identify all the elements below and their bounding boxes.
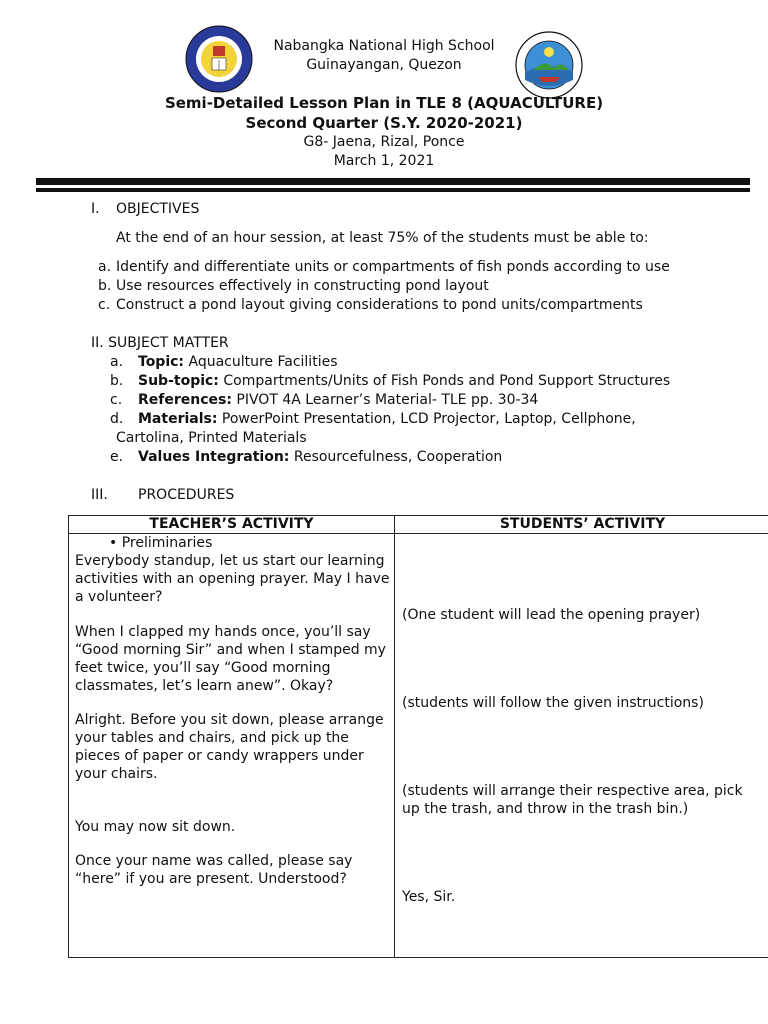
- teacher-line: • Preliminaries: [109, 535, 213, 551]
- subject-marker: b.: [110, 373, 124, 389]
- subject-label: References:: [138, 392, 232, 408]
- lesson-plan-title: Semi-Detailed Lesson Plan in TLE 8 (AQUACULTURE): [164, 94, 604, 112]
- student-line: Yes, Sir.: [402, 889, 456, 905]
- header-divider-thin: [36, 188, 750, 192]
- teacher-line: a volunteer?: [75, 589, 163, 605]
- date-label: March 1, 2021: [333, 153, 435, 169]
- subject-marker: a.: [110, 354, 124, 370]
- subject-item-materials: [138, 411, 636, 427]
- column-header-students: STUDENTS’ ACTIVITY: [395, 516, 768, 534]
- subject-matter-heading: II. SUBJECT MATTER: [91, 335, 229, 351]
- subject-value-continued: Cartolina, Printed Materials: [116, 430, 307, 446]
- procedures-heading: PROCEDURES: [138, 487, 235, 503]
- subject-item-references: [138, 392, 538, 408]
- teacher-line: classmates, let’s learn anew”. Okay?: [75, 678, 334, 694]
- subject-value: PowerPoint Presentation, LCD Projector, Laptop, Cellphone,: [221, 411, 636, 427]
- school-location: Guinayangan, Quezon: [306, 57, 462, 73]
- subject-label: Values Integration:: [138, 449, 290, 465]
- teacher-line: You may now sit down.: [75, 819, 236, 835]
- objective-item: Identify and differentiate units or compartments of fish ponds according to use: [116, 259, 670, 275]
- column-header-teacher: TEACHER’S ACTIVITY: [69, 516, 395, 534]
- teacher-line: “Good morning Sir” and when I stamped my: [75, 642, 386, 658]
- subject-marker: e.: [110, 449, 124, 465]
- subject-value: Resourcefulness, Cooperation: [293, 449, 503, 465]
- teacher-line: feet twice, you’ll say “Good morning: [75, 660, 331, 676]
- teacher-line: “here” if you are present. Understood?: [75, 871, 347, 887]
- subject-marker: d.: [110, 411, 124, 427]
- objectives-heading-number: I.: [91, 201, 100, 217]
- objectives-intro: At the end of an hour session, at least 75% of the students must be able to:: [116, 230, 649, 246]
- subject-item-subtopic: [138, 373, 670, 389]
- student-line: (students will follow the given instructions): [402, 695, 704, 711]
- objective-item: Construct a pond layout giving considerations to pond units/compartments: [116, 297, 643, 313]
- student-line: (One student will lead the opening prayer): [402, 607, 701, 623]
- objective-item: Use resources effectively in constructing pond layout: [116, 278, 489, 294]
- teacher-activity-cell: [69, 534, 395, 958]
- subject-value: Aquaculture Facilities: [188, 354, 338, 370]
- teacher-line: Once your name was called, please say: [75, 853, 353, 869]
- procedures-table: [68, 515, 768, 958]
- subject-value: Compartments/Units of Fish Ponds and Pond Support Structures: [223, 373, 671, 389]
- student-line: (students will arrange their respective area, pick: [402, 783, 743, 799]
- subject-label: Sub-topic:: [138, 373, 219, 389]
- teacher-line: Everybody standup, let us start our learning: [75, 553, 385, 569]
- objective-marker: c.: [98, 297, 111, 313]
- teacher-line: activities with an opening prayer. May I have: [75, 571, 390, 587]
- procedures-heading-number: III.: [91, 487, 108, 503]
- sections-label: G8- Jaena, Rizal, Ponce: [303, 134, 465, 150]
- teacher-line: Alright. Before you sit down, please arrange: [75, 712, 384, 728]
- subject-item-values: [138, 449, 502, 465]
- school-name: Nabangka National High School: [273, 38, 495, 54]
- objective-marker: a.: [98, 259, 112, 275]
- subject-label: Topic:: [138, 354, 185, 370]
- subject-value: PIVOT 4A Learner’s Material- TLE pp. 30-34: [236, 392, 539, 408]
- teacher-line: When I clapped my hands once, you’ll say: [75, 624, 371, 640]
- students-activity-cell: [395, 534, 768, 958]
- teacher-line: your chairs.: [75, 766, 158, 782]
- objective-marker: b.: [98, 278, 112, 294]
- teacher-line: pieces of paper or candy wrappers under: [75, 748, 364, 764]
- teacher-line: your tables and chairs, and pick up the: [75, 730, 349, 746]
- subject-item-topic: [138, 354, 338, 370]
- subject-marker: c.: [110, 392, 123, 408]
- header-divider-thick: [36, 178, 750, 185]
- student-line: up the trash, and throw in the trash bin.): [402, 801, 689, 817]
- subject-label: Materials:: [138, 411, 218, 427]
- objectives-heading: OBJECTIVES: [116, 201, 200, 217]
- quarter-label: Second Quarter (S.Y. 2020-2021): [245, 114, 523, 132]
